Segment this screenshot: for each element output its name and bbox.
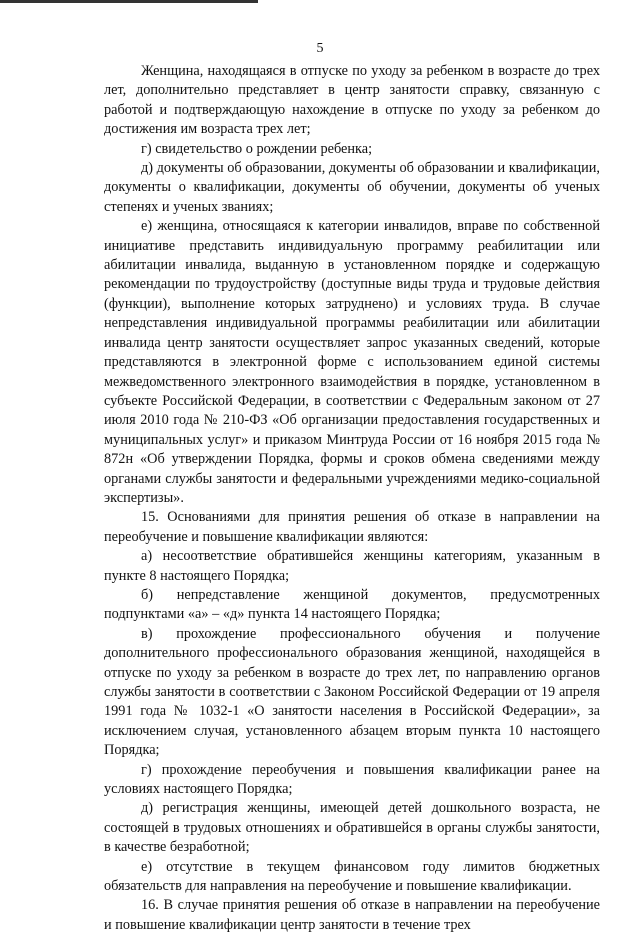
paragraph: а) несоответствие обратившейся женщины категориям, указанным в пункте 8 настоящего Порядка; — [104, 548, 600, 584]
paragraph: б) непредставление женщиной документов, предусмотренных подпунктами «а» – «д» пункта 14 настоящего Порядка; — [104, 586, 600, 623]
paragraph: д) регистрация женщины, имеющей детей дошкольного возраста, не состоящей в трудовых отношениях и обратившейся в органы службы занятости, в качестве безработной; — [104, 800, 600, 856]
paragraph: е) женщина, относящаяся к категории инвалидов, вправе по собственной инициативе представить индивидуальную программу реабилитации или абилитации инвалида, выданную в установленном порядке и содержащую рекомендации по трудоустройству (доступные виды труда и трудовые действия (функции), выполнение которых затруднено) и условиях труда. В случае непредставления индивидуальной программы реабилитации или абилитации инвалида центр занятости осуществляет запрос указанных сведений, которые представляются в электронной форме с использованием единой системы межведомственного электронного взаимодействия в порядке, установленном в субъекте Российской Федерации, в соответствии с Федеральным законом от 27 июля 2010 года № 210-ФЗ «Об организации предоставления государственных и муниципальных услуг» и приказом Минтруда России от 16 ноября 2015 года № 872н «Об утверждении Порядка, формы и сроков обмена сведениями между органами службы занятости и федеральными учреждениями медико-социальной экспертизы». — [104, 218, 600, 506]
page-number: 5 — [316, 41, 324, 56]
top-rule — [0, 0, 258, 3]
paragraph: г) свидетельство о рождении ребенка; — [141, 140, 373, 157]
document-body — [104, 62, 600, 935]
paragraph: е) отсутствие в текущем финансовом году лимитов бюджетных обязательств для направления на переобучение и повышение квалификации. — [104, 858, 600, 895]
paragraph: д) документы об образовании, документы об образовании и квалификации, документы о квалификации, документы об обучении, документы об ученых степенях и ученых званиях; — [104, 160, 601, 215]
paragraph: Женщина, находящаяся в отпуске по уходу за ребенком в возрасте до трех лет, дополнительно представляет в центр занятости справку, связанную с работой и подтверждающую нахождение в отпуске по уходу за ребенком до достижения им возраста трех лет; — [104, 63, 600, 138]
paragraph: в) прохождение профессионального обучения и получение дополнительного профессионального образования женщиной, находящейся в отпуске по уходу за ребенком в возрасте до трех лет, по направлению органов службы занятости в соответствии с Законом Российской Федерации от 19 апреля 1991 года № 1032-1 «О занятости населения в Российской Федерации», за исключением случая, установленного абзацем вторым пункта 10 настоящего Порядка; — [104, 625, 600, 759]
paragraph: г) прохождение переобучения и повышения квалификации ранее на условиях настоящего Порядка; — [104, 761, 600, 798]
paragraph: 16. В случае принятия решения об отказе в направлении на переобучение и повышение квалификации центр занятости в течение трех — [104, 897, 600, 933]
paragraph: 15. Основаниями для принятия решения об отказе в направлении на переобучение и повышение квалификации являются: — [104, 509, 600, 545]
